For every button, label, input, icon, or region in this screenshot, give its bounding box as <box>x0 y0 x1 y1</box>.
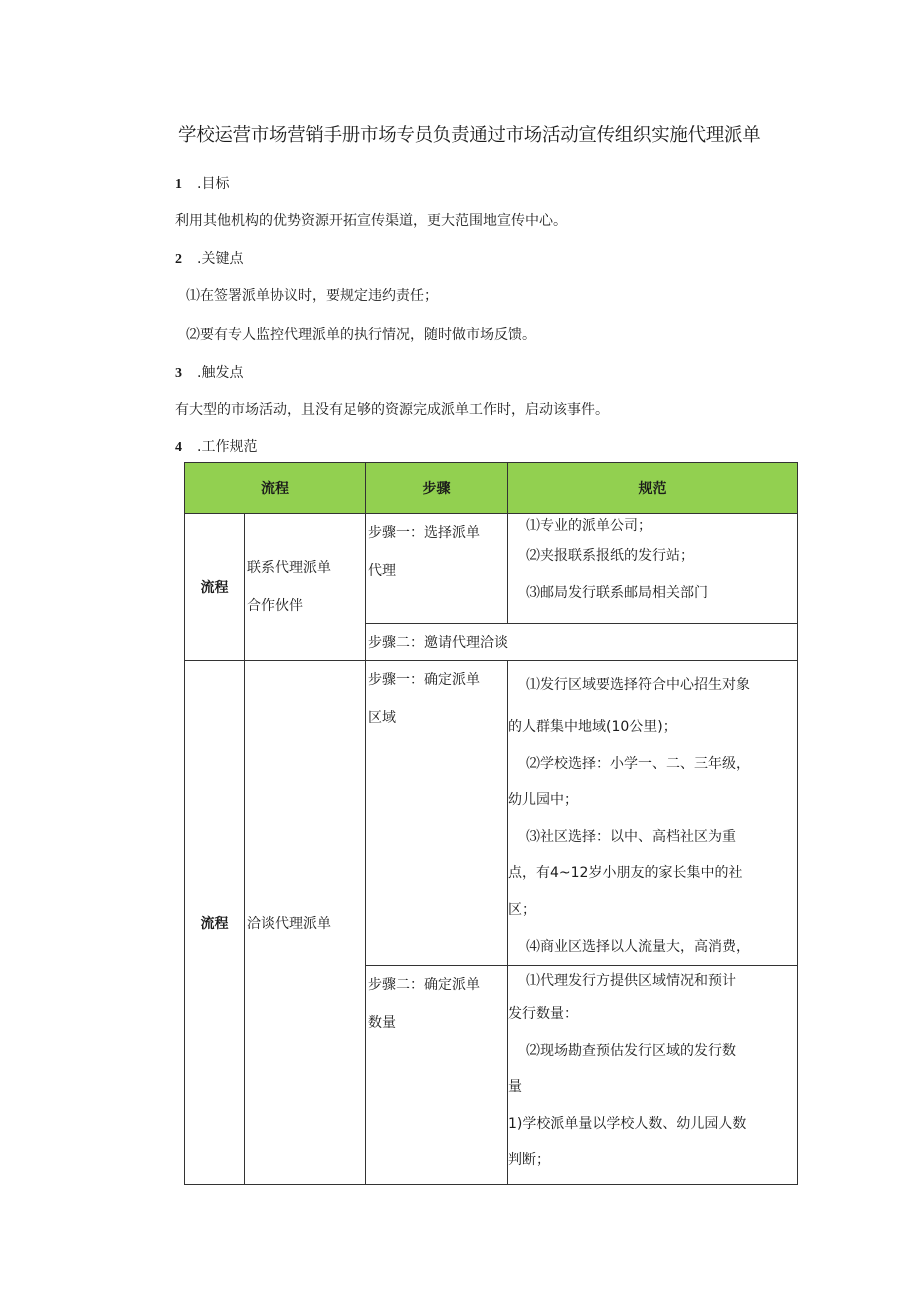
spec-line: ⑶邮局发行联系邮局相关部门 <box>526 584 708 601</box>
step-line: 步骤二：确定派单 <box>368 977 480 994</box>
step-line: 数量 <box>368 1015 396 1032</box>
group2-process-label: 流程 <box>185 661 245 1185</box>
spec-line: 幼儿园中； <box>508 792 578 809</box>
section-number: 4 <box>175 440 182 455</box>
spec-line: ⑵夹报联系报纸的发行站； <box>526 548 694 564</box>
section-number: 3 <box>175 366 182 381</box>
header-spec: 规范 <box>508 463 798 514</box>
section-number: 2 <box>175 252 182 267</box>
step-line: 步骤一：确定派单 <box>368 672 480 688</box>
table-header-row <box>185 463 798 514</box>
section-trigger-text: 有大型的市场活动，且没有足够的资源完成派单工作时，启动该事件。 <box>175 402 609 418</box>
section-goal-heading <box>175 173 229 193</box>
group2-step1 <box>366 661 508 966</box>
group1-step2: 步骤二：邀请代理洽谈 <box>366 624 798 661</box>
spec-line: ⑵学校选择：小学一、二、三年级， <box>526 755 750 772</box>
spec-line: ⑶社区选择：以中、高档社区为重 <box>526 828 736 845</box>
sub-process-line: 联系代理派单 <box>247 560 331 576</box>
spec-line: 量 <box>508 1079 522 1096</box>
group1-step1 <box>366 514 508 624</box>
step-line: 代理 <box>368 563 396 579</box>
group2-step1-spec <box>508 661 798 966</box>
spec-line: 发行数量： <box>508 1006 578 1023</box>
section-label: .目标 <box>197 176 230 192</box>
group2-step2 <box>366 966 508 1185</box>
step-line: 步骤一：选择派单 <box>368 525 480 541</box>
spec-line: ⑴代理发行方提供区域情况和预计 <box>526 973 736 990</box>
table-row <box>185 514 798 624</box>
spec-line: 点，有4~12岁小朋友的家长集中的社 <box>508 865 743 882</box>
section-label: .触发点 <box>197 365 244 381</box>
header-steps: 步骤 <box>366 463 508 514</box>
spec-line: ⑷商业区选择以人流量大，高消费， <box>526 938 750 955</box>
spec-line: ⑴专业的派单公司； <box>526 518 652 534</box>
document-title: 学校运营市场营销手册市场专员负责通过市场活动宣传组织实施代理派单 <box>178 125 761 146</box>
section-number: 1 <box>175 177 182 192</box>
work-spec-table <box>184 462 798 1185</box>
spec-line: ⑴发行区域要选择符合中心招生对象 <box>526 677 750 693</box>
group1-process-label: 流程 <box>185 514 245 661</box>
step-line: 区域 <box>368 710 396 726</box>
section-trigger-heading <box>175 362 243 382</box>
group1-sub-process <box>245 514 366 661</box>
key-point-item: ⑴在签署派单协议时，要规定违约责任； <box>186 288 438 304</box>
header-process: 流程 <box>185 463 366 514</box>
spec-line: 1)学校派单量以学校人数、幼儿园人数 <box>508 1115 747 1132</box>
group2-sub-process: 洽谈代理派单 <box>245 661 366 1185</box>
spec-line: 的人群集中地域(10公里)； <box>508 719 677 735</box>
group1-step1-spec <box>508 514 798 624</box>
key-point-item: ⑵要有专人监控代理派单的执行情况，随时做市场反馈。 <box>186 327 536 343</box>
spec-line: ⑵现场勘查预估发行区域的发行数 <box>526 1042 736 1059</box>
section-label: .关键点 <box>197 251 244 267</box>
section-key-points-heading <box>175 248 243 268</box>
section-label: .工作规范 <box>197 439 258 455</box>
table-row <box>185 661 798 966</box>
spec-line: 判断； <box>508 1152 550 1169</box>
group2-step2-spec <box>508 966 798 1185</box>
sub-process-line: 合作伙伴 <box>247 598 303 614</box>
section-goal-text: 利用其他机构的优势资源开拓宣传渠道，更大范围地宣传中心。 <box>175 213 567 229</box>
section-work-spec-heading <box>175 436 257 456</box>
spec-line: 区； <box>508 901 536 918</box>
